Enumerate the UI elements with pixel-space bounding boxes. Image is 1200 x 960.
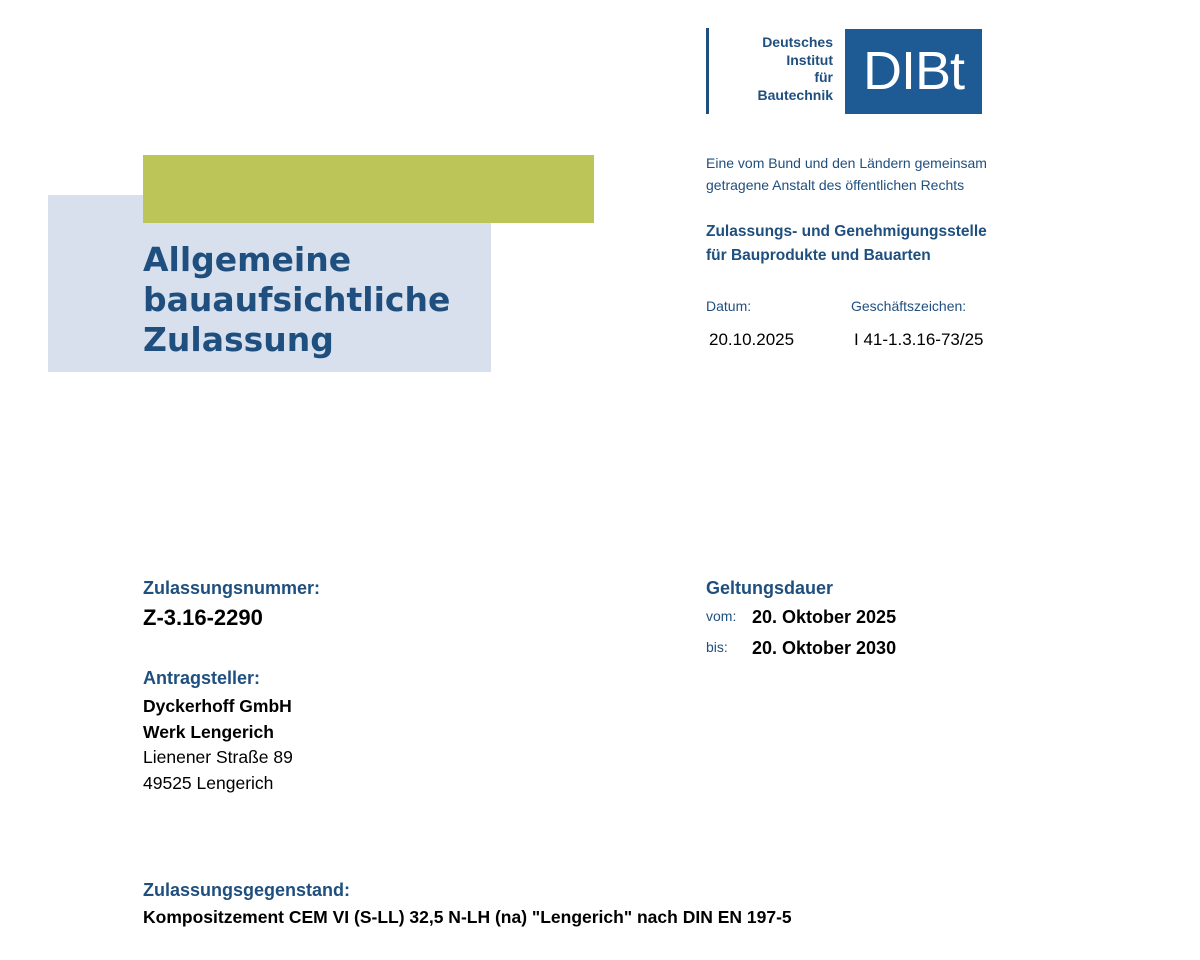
validity-from-value: 20. Oktober 2025 (752, 607, 897, 627)
document-title-line: Zulassung (143, 320, 334, 359)
document-title-line: Allgemeine (143, 240, 352, 279)
logo-divider (706, 28, 709, 114)
institution-description-line: Eine vom Bund und den Ländern gemeinsam (706, 155, 987, 171)
validity-from-row (706, 608, 736, 626)
approval-number-label: Zulassungsnummer: (143, 578, 321, 598)
issuing-office (706, 220, 987, 268)
date-value: 20.10.2025 (709, 330, 795, 349)
issuing-office-line: Zulassungs- und Genehmigungsstelle (706, 223, 987, 240)
applicant-city: 49525 Lengerich (143, 772, 274, 793)
validity-to-label: bis: (706, 639, 728, 655)
dibt-logo: DIBt (845, 29, 982, 114)
validity-to-row (706, 639, 728, 657)
subject-label: Zulassungsgegenstand: (143, 880, 351, 900)
applicant-address (143, 694, 293, 796)
document-title-line: bauaufsichtliche (143, 280, 451, 319)
logo-word: für (814, 69, 833, 85)
applicant-street: Lienener Straße 89 (143, 747, 293, 767)
applicant-company: Dyckerhoff GmbH (143, 696, 292, 716)
validity-to-value: 20. Oktober 2030 (752, 638, 897, 658)
reference-value: I 41-1.3.16-73/25 (854, 330, 984, 349)
date-label: Datum: (706, 298, 752, 314)
institution-description-line: getragene Anstalt des öffentlichen Rechts (706, 177, 965, 193)
applicant-label: Antragsteller: (143, 668, 261, 688)
subject-text: Kompositzement CEM VI (S-LL) 32,5 N-LH (na) "Lengerich" nach DIN EN 197-5 (143, 907, 792, 927)
institution-description (706, 152, 987, 196)
approval-number-value: Z-3.16-2290 (143, 605, 263, 630)
logo-word: Institut (786, 51, 833, 68)
logo-word: Bautechnik (757, 86, 833, 103)
logo-wordmark (715, 34, 833, 104)
accent-bar (143, 155, 594, 223)
issuing-office-line: für Bauprodukte und Bauarten (706, 247, 931, 264)
validity-label: Geltungsdauer (706, 578, 834, 598)
applicant-plant: Werk Lengerich (143, 721, 274, 742)
logo-word: Deutsches (762, 34, 833, 50)
reference-label: Geschäftszeichen: (851, 298, 967, 314)
document-title (143, 240, 450, 360)
validity-from-label: vom: (706, 608, 737, 624)
